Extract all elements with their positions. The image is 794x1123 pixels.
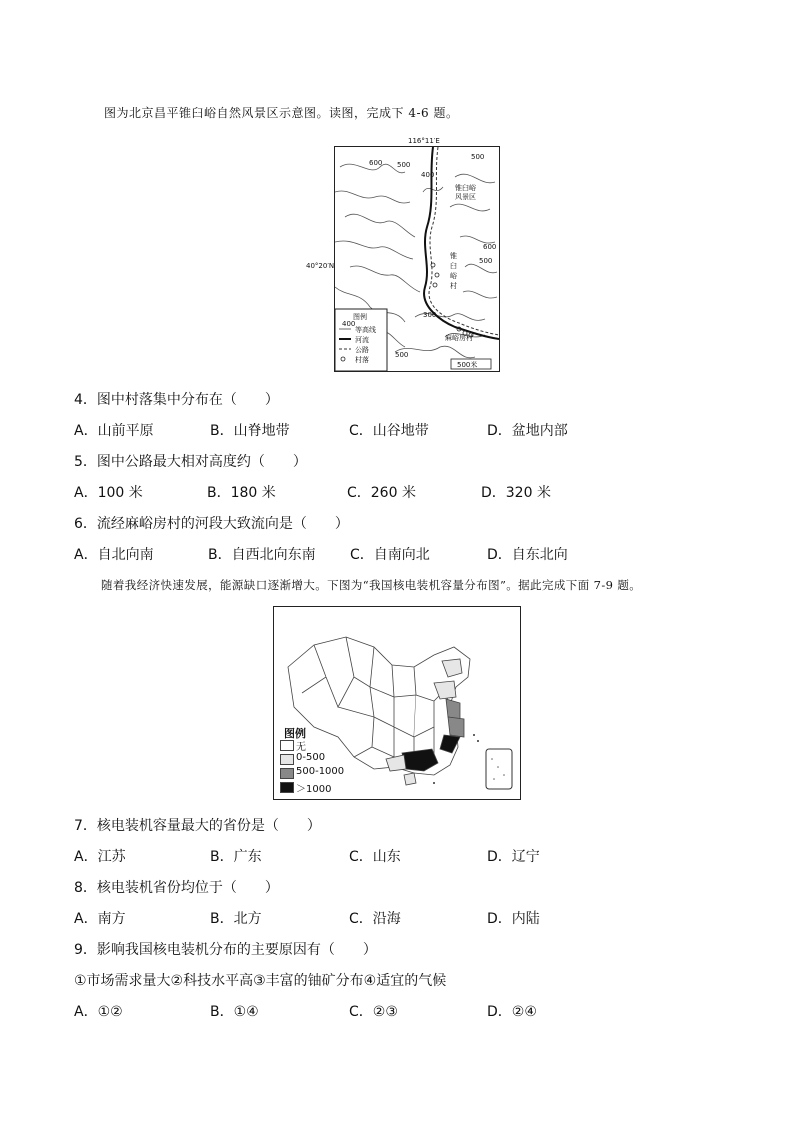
longitude-label: 116°11′E <box>408 137 440 145</box>
china-nuclear-map <box>273 606 521 800</box>
village-label: 臼 <box>450 262 457 270</box>
question-7: 7．核电装机容量最大的省份是（ ） <box>74 818 321 834</box>
contour-label: 500 <box>471 153 485 161</box>
q8-option-a[interactable]: A．南方 <box>74 911 126 927</box>
contour-label: 600 <box>483 243 497 251</box>
legend-label: 无 <box>296 742 306 753</box>
q8-option-d[interactable]: D．内陆 <box>487 911 540 927</box>
q9-option-b[interactable]: B．①④ <box>210 1004 259 1020</box>
village-label: 锥 <box>450 252 457 260</box>
legend-label: 500-1000 <box>296 766 345 777</box>
legend-title: 图例 <box>353 313 367 321</box>
q7-option-a[interactable]: A．江苏 <box>74 849 126 865</box>
legend-contour-value: 400 <box>342 320 356 328</box>
village-label: 峪 <box>450 272 457 280</box>
legend-label: 0-500 <box>296 752 326 763</box>
legend-swatch-high <box>280 782 294 793</box>
question-4: 4．图中村落集中分布在（ ） <box>74 392 279 408</box>
contour-label: 500 <box>397 161 411 169</box>
legend-item: 公路 <box>355 346 369 354</box>
q4-option-d[interactable]: D．盆地内部 <box>487 423 568 439</box>
q5-option-b[interactable]: B．180 米 <box>207 485 276 501</box>
intro-text-2: 随着我经济快速发展，能源缺口逐渐增大。下图为“我国核电装机容量分布图”。据此完成下面 7-9 题。 <box>101 578 642 592</box>
contour-label: 600 <box>369 159 383 167</box>
latitude-label: 40°20′N <box>306 262 335 270</box>
q9-option-a[interactable]: A．①② <box>74 1004 123 1020</box>
legend-item: 河流 <box>355 336 369 344</box>
legend-swatch-low <box>280 754 294 765</box>
q4-option-c[interactable]: C．山谷地带 <box>349 423 429 439</box>
legend-item: 村落 <box>355 356 369 364</box>
q9-option-d[interactable]: D．②④ <box>487 1004 537 1020</box>
question-9: 9．影响我国核电装机分布的主要原因有（ ） <box>74 942 377 958</box>
map2-legend-title: 图例 <box>284 727 306 740</box>
legend-label: ＞1000 <box>296 784 332 795</box>
q6-option-b[interactable]: B．自西北向东南 <box>208 547 316 563</box>
q7-option-c[interactable]: C．山东 <box>349 849 401 865</box>
legend-item: 等高线 <box>355 326 376 334</box>
contour-label: 300 <box>423 311 437 319</box>
contour-label: 500 <box>479 257 493 265</box>
q5-option-a[interactable]: A．100 米 <box>74 485 143 501</box>
question-8: 8．核电装机省份均位于（ ） <box>74 880 279 896</box>
q7-option-d[interactable]: D．辽宁 <box>487 849 540 865</box>
scale-label: 500米 <box>457 361 478 369</box>
q5-option-c[interactable]: C．260 米 <box>347 485 416 501</box>
q9-factors: ①市场需求量大②科技水平高③丰富的铀矿分布④适宜的气候 <box>74 973 447 989</box>
q7-option-b[interactable]: B．广东 <box>210 849 262 865</box>
q6-option-a[interactable]: A．自北向南 <box>74 547 154 563</box>
village-label: 麻峪房村 <box>445 334 473 342</box>
village-label: 村 <box>450 282 457 290</box>
q8-option-b[interactable]: B．北方 <box>210 911 262 927</box>
contour-label: 400 <box>421 171 435 179</box>
question-6: 6．流经麻峪房村的河段大致流向是（ ） <box>74 516 349 532</box>
intro-text-1: 图为北京昌平锥臼峪自然风景区示意图。读图，完成下 4-6 题。 <box>104 106 459 120</box>
q4-option-a[interactable]: A．山前平原 <box>74 423 154 439</box>
scenic-area-label: 锥臼峪 <box>455 184 476 192</box>
q6-option-c[interactable]: C．自南向北 <box>350 547 430 563</box>
legend-swatch-mid <box>280 768 294 779</box>
q6-option-d[interactable]: D．自东北向 <box>487 547 568 563</box>
q8-option-c[interactable]: C．沿海 <box>349 911 401 927</box>
legend-swatch-none <box>280 740 294 751</box>
q5-option-d[interactable]: D．320 米 <box>481 485 551 501</box>
scenic-area-map <box>334 146 500 372</box>
question-5: 5．图中公路最大相对高度约（ ） <box>74 454 307 470</box>
q4-option-b[interactable]: B．山脊地带 <box>210 423 290 439</box>
q9-option-c[interactable]: C．②③ <box>349 1004 398 1020</box>
contour-label: 500 <box>395 351 409 359</box>
scenic-area-label: 风景区 <box>455 193 476 201</box>
